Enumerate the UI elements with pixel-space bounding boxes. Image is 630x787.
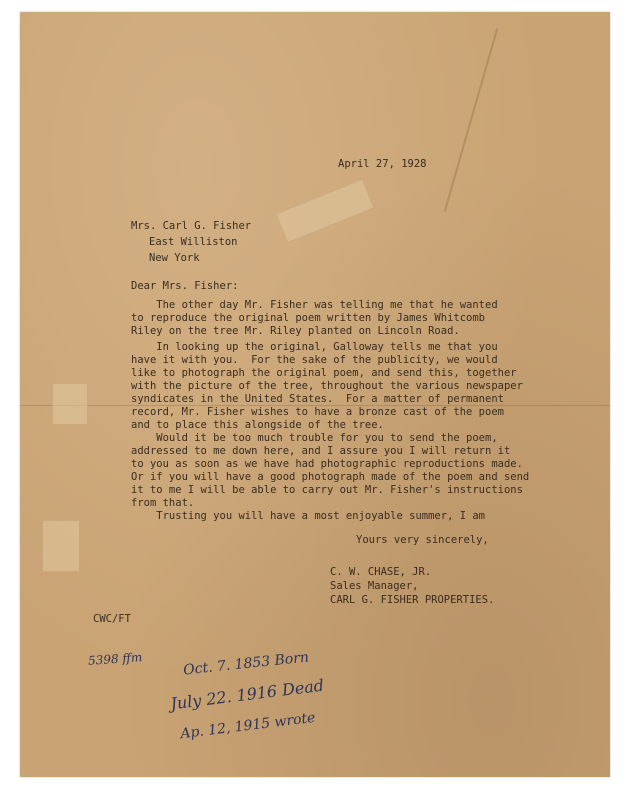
salutation: Dear Mrs. Fisher: <box>131 280 239 292</box>
paragraph-2: In looking up the original, Galloway tells me that you have it with you. For the sake of the publicity, we would like to photograph the original poem, and send this, together with the picture of the tree, throughout the various newspaper syndicates in the United States. For a matter of permanent record, Mr. Fisher wishes to have a bronze cast of the poem and to place this alongside of the tree. <box>131 341 523 431</box>
signer-title: Sales Manager, <box>330 580 419 592</box>
paragraph-3: Would it be too much trouble for you to send the poem, addressed to me down here, and I assure you I will return it to you as soon as we have had photographic reproductions made. Or if you will have a good photograph made of the poem and send it to me I will be able to carry out Mr. Fisher's instructions from that. <box>131 432 530 509</box>
paragraph-4: Trusting you will have a most enjoyable summer, I am <box>131 510 486 522</box>
recipient-city: East Williston <box>149 236 238 248</box>
recipient-state: New York <box>149 252 200 264</box>
recipient-name: Mrs. Carl G. Fisher <box>131 220 252 232</box>
handwritten-note: 5398 ffm <box>87 650 143 668</box>
signer-name: C. W. CHASE, JR. <box>330 566 432 578</box>
letter-date: April 27, 1928 <box>338 158 427 170</box>
handwritten-wrote: Ap. 12, 1915 wrote <box>179 709 317 743</box>
tape-strip <box>42 520 80 572</box>
signer-company: CARL G. FISHER PROPERTIES. <box>330 594 495 606</box>
handwritten-died: July 22. 1916 Dead <box>169 675 325 714</box>
handwritten-born: Oct. 7. 1853 Born <box>182 649 310 679</box>
tape-strip <box>52 383 88 425</box>
paragraph-1: The other day Mr. Fisher was telling me that he wanted to reproduce the original poem written by James Whitcomb Riley on the tree Mr. Riley planted on Lincoln Road. <box>131 299 498 337</box>
complimentary-close: Yours very sincerely, <box>356 534 489 546</box>
typist-initials: CWC/FT <box>93 613 131 625</box>
